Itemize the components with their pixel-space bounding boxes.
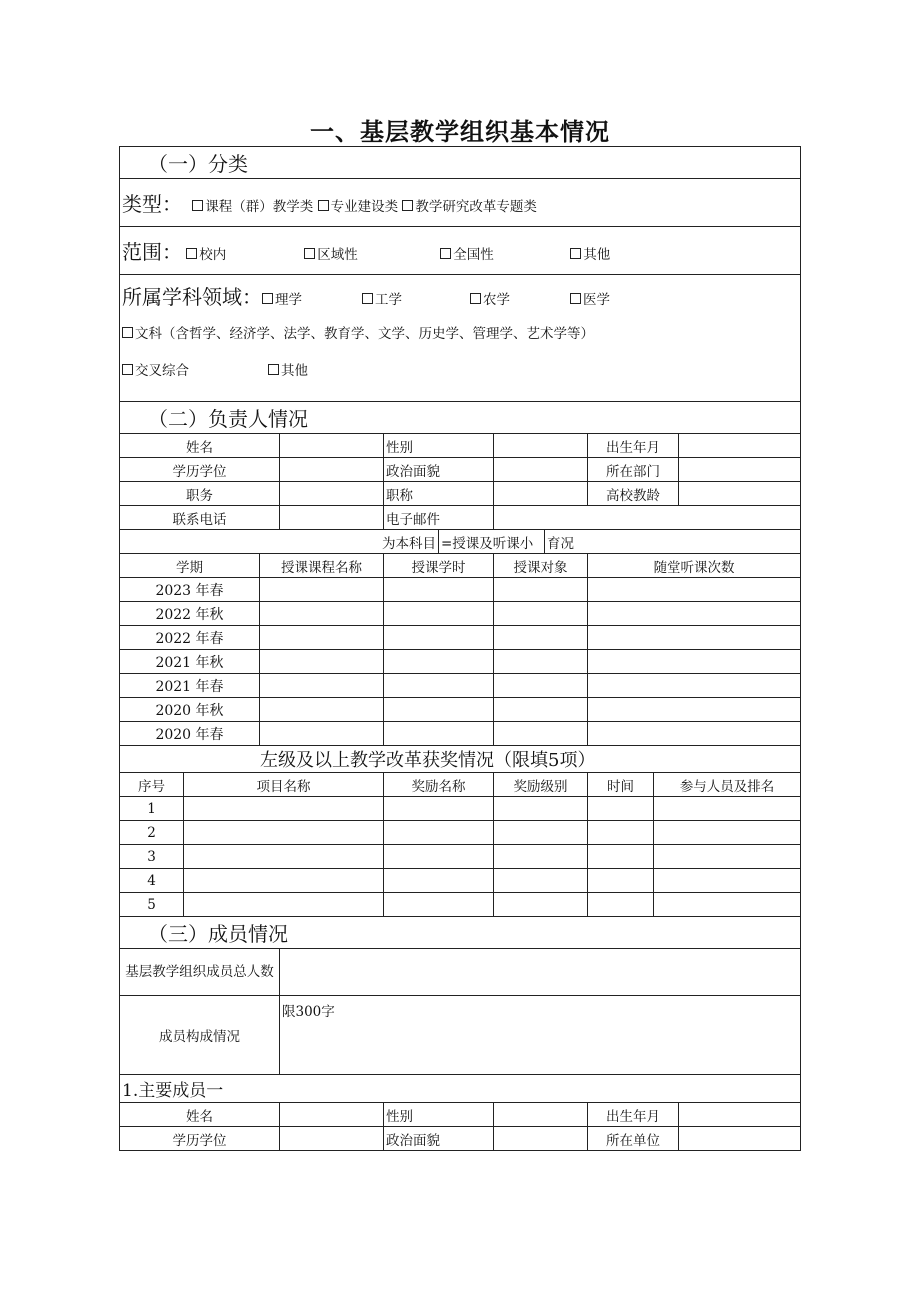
award-index-cell: 2 xyxy=(120,821,184,845)
semester-cell: 2021 年秋 xyxy=(120,650,260,674)
leader-info-row xyxy=(120,506,801,530)
member-name-field[interactable] xyxy=(280,1103,384,1127)
table-row xyxy=(120,674,801,698)
table-row xyxy=(120,797,801,821)
table-row xyxy=(120,698,801,722)
field-medicine-option: 医学 xyxy=(583,292,610,308)
teach-years-label: 高校教龄 xyxy=(588,482,679,506)
table-row xyxy=(120,626,801,650)
member-info-row xyxy=(120,1127,801,1151)
field-other-checkbox[interactable] xyxy=(268,364,279,375)
teaching-caption-row xyxy=(120,530,801,554)
table-row xyxy=(120,650,801,674)
field-cross-option: 交叉综合 xyxy=(135,363,189,379)
teaching-caption-c: 育况 xyxy=(545,530,801,554)
degree-field[interactable] xyxy=(280,458,384,482)
semester-header: 学期 xyxy=(120,554,260,578)
field-medicine-checkbox[interactable] xyxy=(570,293,581,304)
hours-cell[interactable] xyxy=(384,602,494,626)
table-row xyxy=(120,893,801,917)
type-major-option: 专业建设类 xyxy=(330,199,399,215)
field-row xyxy=(120,275,801,402)
field-liberal-checkbox[interactable] xyxy=(122,327,133,338)
scope-national-option: 全国性 xyxy=(453,247,494,263)
table-row xyxy=(120,869,801,893)
course-name-header: 授课课程名称 xyxy=(260,554,384,578)
gender-label: 性别 xyxy=(384,434,494,458)
award-caption: 左级及以上教学改革获奖情况（限填5项） xyxy=(120,746,801,773)
award-members-cell[interactable] xyxy=(654,869,801,893)
field-label: 所属学科领域： xyxy=(122,285,262,309)
award-time-cell[interactable] xyxy=(588,869,654,893)
member-gender-field[interactable] xyxy=(494,1103,588,1127)
birth-field[interactable] xyxy=(679,434,801,458)
award-index-cell: 4 xyxy=(120,869,184,893)
degree-label: 学历学位 xyxy=(120,458,280,482)
scope-national-checkbox[interactable] xyxy=(440,248,451,259)
teach-years-field[interactable] xyxy=(679,482,801,506)
page-title: 一、基层教学组织基本情况 xyxy=(310,118,610,146)
total-members-label: 基层教学组织成员总人数 xyxy=(120,949,280,996)
scope-regional-option: 区域性 xyxy=(317,247,358,263)
course-name-cell[interactable] xyxy=(260,626,384,650)
award-project-cell[interactable] xyxy=(184,845,384,869)
scope-campus-checkbox[interactable] xyxy=(186,248,197,259)
hours-cell[interactable] xyxy=(384,578,494,602)
table-row xyxy=(120,722,801,746)
award-project-cell[interactable] xyxy=(184,797,384,821)
observation-cell[interactable] xyxy=(588,626,801,650)
type-row xyxy=(120,179,801,227)
award-members-cell[interactable] xyxy=(654,821,801,845)
award-project-header: 项目名称 xyxy=(184,773,384,797)
type-research-option: 教学研究改革专题类 xyxy=(415,199,537,215)
award-time-header: 时间 xyxy=(588,773,654,797)
award-members-cell[interactable] xyxy=(654,893,801,917)
field-agriculture-checkbox[interactable] xyxy=(470,293,481,304)
leader-info-row xyxy=(120,482,801,506)
semester-cell: 2020 年秋 xyxy=(120,698,260,722)
hours-cell[interactable] xyxy=(384,674,494,698)
award-name-cell[interactable] xyxy=(384,893,494,917)
email-label: 电子邮件 xyxy=(384,506,494,530)
semester-cell: 2022 年春 xyxy=(120,626,260,650)
field-engineering-option: 工学 xyxy=(375,292,402,308)
type-course-checkbox[interactable] xyxy=(192,200,203,211)
audience-cell[interactable] xyxy=(494,578,588,602)
semester-cell: 2023 年春 xyxy=(120,578,260,602)
award-index-header: 序号 xyxy=(120,773,184,797)
type-major-checkbox[interactable] xyxy=(318,200,329,211)
award-time-cell[interactable] xyxy=(588,845,654,869)
member-unit-field[interactable] xyxy=(679,1127,801,1151)
member-birth-label: 出生年月 xyxy=(588,1103,679,1127)
semester-cell: 2020 年春 xyxy=(120,722,260,746)
course-name-cell[interactable] xyxy=(260,722,384,746)
course-name-cell[interactable] xyxy=(260,650,384,674)
award-members-cell[interactable] xyxy=(654,845,801,869)
table-row xyxy=(120,578,801,602)
teaching-header-row xyxy=(120,554,801,578)
audience-cell[interactable] xyxy=(494,602,588,626)
field-engineering-checkbox[interactable] xyxy=(362,293,373,304)
audience-cell[interactable] xyxy=(494,650,588,674)
hours-header: 授课学时 xyxy=(384,554,494,578)
award-name-cell[interactable] xyxy=(384,797,494,821)
phone-field[interactable] xyxy=(280,506,384,530)
gender-field[interactable] xyxy=(494,434,588,458)
type-label: 类型： xyxy=(122,192,182,216)
audience-cell[interactable] xyxy=(494,626,588,650)
scope-row xyxy=(120,227,801,275)
member-gender-label: 性别 xyxy=(384,1103,494,1127)
member-name-label: 姓名 xyxy=(120,1103,280,1127)
member-political-field[interactable] xyxy=(494,1127,588,1151)
member-birth-field[interactable] xyxy=(679,1103,801,1127)
observation-cell[interactable] xyxy=(588,578,801,602)
composition-hint: 限300字 xyxy=(282,1004,335,1020)
semester-cell: 2022 年秋 xyxy=(120,602,260,626)
hours-cell[interactable] xyxy=(384,650,494,674)
observation-cell[interactable] xyxy=(588,602,801,626)
title-field[interactable] xyxy=(494,482,588,506)
award-level-cell[interactable] xyxy=(494,797,588,821)
leader-info-row xyxy=(120,434,801,458)
section-heading-leader: （二）负责人情况 xyxy=(120,402,801,434)
award-time-cell[interactable] xyxy=(588,893,654,917)
audience-header: 授课对象 xyxy=(494,554,588,578)
table-row xyxy=(120,602,801,626)
section-heading-members: （三）成员情况 xyxy=(120,917,801,949)
member-degree-field[interactable] xyxy=(280,1127,384,1151)
member-political-label: 政治面貌 xyxy=(384,1127,494,1151)
observation-cell[interactable] xyxy=(588,698,801,722)
audience-cell[interactable] xyxy=(494,698,588,722)
political-field[interactable] xyxy=(494,458,588,482)
type-course-option: 课程（群）教学类 xyxy=(205,199,314,215)
observation-cell[interactable] xyxy=(588,674,801,698)
email-field[interactable] xyxy=(494,506,801,530)
semester-cell: 2021 年春 xyxy=(120,674,260,698)
award-members-cell[interactable] xyxy=(654,797,801,821)
hours-cell[interactable] xyxy=(384,626,494,650)
leader-info-row xyxy=(120,458,801,482)
audience-cell[interactable] xyxy=(494,674,588,698)
award-members-header: 参与人员及排名 xyxy=(654,773,801,797)
scope-other-checkbox[interactable] xyxy=(570,248,581,259)
scope-other-option: 其他 xyxy=(583,247,611,263)
position-label: 职务 xyxy=(120,482,280,506)
award-index-cell: 3 xyxy=(120,845,184,869)
name-label: 姓名 xyxy=(120,434,280,458)
political-label: 政治面貌 xyxy=(384,458,494,482)
award-name-cell[interactable] xyxy=(384,869,494,893)
section-heading-classification: （一）分类 xyxy=(120,147,801,179)
total-members-field[interactable] xyxy=(280,949,801,996)
award-header-row xyxy=(120,773,801,797)
award-name-header: 奖励名称 xyxy=(384,773,494,797)
award-index-cell: 1 xyxy=(120,797,184,821)
scope-campus-option: 校内 xyxy=(199,247,227,263)
field-cross-checkbox[interactable] xyxy=(122,364,133,375)
award-level-cell[interactable] xyxy=(494,821,588,845)
name-field[interactable] xyxy=(280,434,384,458)
award-level-cell[interactable] xyxy=(494,893,588,917)
teaching-caption-b: =授课及听课小 xyxy=(439,530,545,554)
observation-cell[interactable] xyxy=(588,722,801,746)
field-science-checkbox[interactable] xyxy=(262,293,273,304)
audience-cell[interactable] xyxy=(494,722,588,746)
position-field[interactable] xyxy=(280,482,384,506)
course-name-cell[interactable] xyxy=(260,578,384,602)
award-level-cell[interactable] xyxy=(494,869,588,893)
field-liberal-option: 文科（含哲学、经济学、法学、教育学、文学、历史学、管理学、艺术学等） xyxy=(135,326,594,342)
award-time-cell[interactable] xyxy=(588,821,654,845)
teaching-caption-a: 为本科目 xyxy=(120,530,439,554)
member-info-row xyxy=(120,1103,801,1127)
hours-cell[interactable] xyxy=(384,698,494,722)
course-name-cell[interactable] xyxy=(260,602,384,626)
observation-header: 随堂听课次数 xyxy=(588,554,801,578)
scope-regional-checkbox[interactable] xyxy=(304,248,315,259)
course-name-cell[interactable] xyxy=(260,674,384,698)
hours-cell[interactable] xyxy=(384,722,494,746)
composition-label: 成员构成情况 xyxy=(120,996,280,1075)
observation-cell[interactable] xyxy=(588,650,801,674)
award-level-header: 奖励级别 xyxy=(494,773,588,797)
course-name-cell[interactable] xyxy=(260,698,384,722)
member-degree-label: 学历学位 xyxy=(120,1127,280,1151)
dept-field[interactable] xyxy=(679,458,801,482)
type-research-checkbox[interactable] xyxy=(402,200,413,211)
member-unit-label: 所在单位 xyxy=(588,1127,679,1151)
award-index-cell: 5 xyxy=(120,893,184,917)
birth-label: 出生年月 xyxy=(588,434,679,458)
award-name-cell[interactable] xyxy=(384,821,494,845)
form-table xyxy=(119,146,801,1151)
table-row xyxy=(120,821,801,845)
dept-label: 所在部门 xyxy=(588,458,679,482)
phone-label: 联系电话 xyxy=(120,506,280,530)
composition-field[interactable] xyxy=(280,996,801,1075)
field-other-option: 其他 xyxy=(281,363,308,379)
award-time-cell[interactable] xyxy=(588,797,654,821)
field-science-option: 理学 xyxy=(275,292,302,308)
award-project-cell[interactable] xyxy=(184,821,384,845)
scope-label: 范围： xyxy=(122,240,182,264)
main-member-heading: 1.主要成员一 xyxy=(120,1075,801,1103)
form-sheet xyxy=(119,146,800,1151)
table-row xyxy=(120,845,801,869)
award-name-cell[interactable] xyxy=(384,845,494,869)
award-project-cell[interactable] xyxy=(184,893,384,917)
award-project-cell[interactable] xyxy=(184,869,384,893)
award-level-cell[interactable] xyxy=(494,845,588,869)
title-label: 职称 xyxy=(384,482,494,506)
field-agriculture-option: 农学 xyxy=(483,292,510,308)
